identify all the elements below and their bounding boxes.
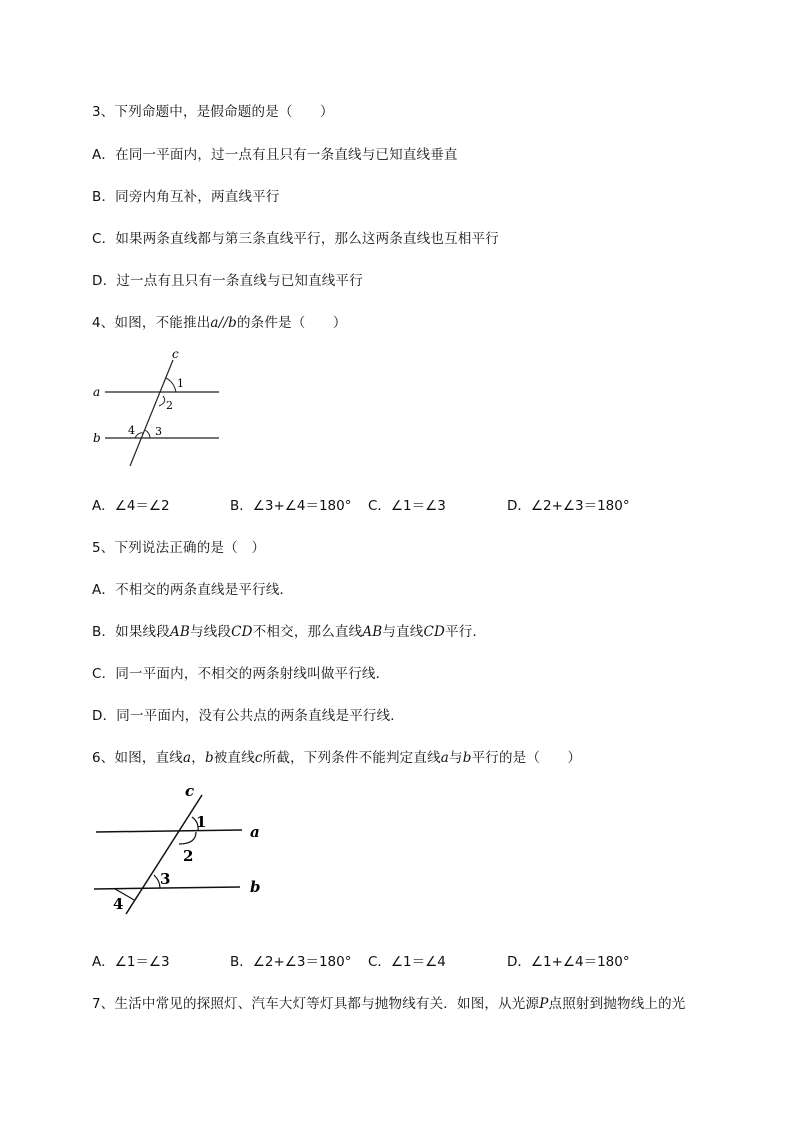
q5-b-mid2: 不相交，那么直线 [252, 624, 363, 640]
q4-arc-1 [166, 378, 176, 392]
q5-option-c: C．同一平面内，不相交的两条射线叫做平行线． [92, 666, 390, 682]
q6-stem-pre: 6、如图，直线 [92, 750, 183, 766]
q6-label-a: a [250, 823, 260, 841]
q6-post: 平行的是（ ） [471, 750, 582, 766]
q4-label-1: 1 [177, 377, 184, 390]
q6-var-b: b [204, 750, 214, 766]
q3-option-d: D．过一点有且只有一条直线与已知直线平行 [92, 273, 363, 289]
q5-option-a: A．不相交的两条直线是平行线． [92, 582, 294, 598]
q6-label-3: 3 [160, 870, 171, 888]
q6-figure [90, 780, 270, 915]
q6-label-b: b [250, 878, 261, 896]
q7-var-p: P [539, 996, 549, 1012]
q4-figure [88, 346, 228, 471]
q4-option-b: B．∠3+∠4＝180° [230, 498, 352, 514]
q4-arc-2 [159, 396, 165, 406]
q6-option-d: D．∠1+∠4＝180° [507, 954, 630, 970]
q5-stem: 5、下列说法正确的是（ ） [92, 540, 266, 556]
q5-b-mid3: 与直线 [382, 624, 424, 640]
q3-option-a: A．在同一平面内，过一点有且只有一条直线与已知直线垂直 [92, 147, 458, 163]
q5-b-post: 平行． [445, 624, 487, 640]
q5-option-b [92, 620, 486, 640]
q4-option-d: D．∠2+∠3＝180° [507, 498, 630, 514]
q5-b-cd: CD [231, 624, 253, 640]
q6-option-a: A．∠1＝∠3 [92, 954, 170, 970]
q4-label-2: 2 [166, 399, 173, 412]
q4-label-a: a [93, 385, 101, 399]
q5-b-ab2: AB [362, 624, 383, 640]
q6-stem [92, 746, 581, 766]
q4-label-4: 4 [128, 424, 135, 437]
q4-var-b: b [228, 315, 237, 331]
q4-label-b: b [93, 431, 101, 445]
q4-stem-post: 的条件是（ ） [236, 315, 347, 331]
q7-stem-pre: 7、生活中常见的探照灯、汽车大灯等灯具都与抛物线有关．如图，从光源 [92, 996, 540, 1012]
q7-stem-post: 点照射到抛物线上的光 [548, 996, 686, 1012]
q6-label-2: 2 [183, 847, 194, 865]
q4-stem [92, 311, 347, 331]
q6-var-c: c [254, 750, 263, 766]
q5-b-mid: 与线段 [190, 624, 232, 640]
q4-label-c: c [172, 347, 179, 361]
q6-option-c: C．∠1＝∠4 [368, 954, 446, 970]
q6-arc-2 [179, 832, 196, 844]
q4-option-c: C．∠1＝∠3 [368, 498, 446, 514]
q6-mid: 被直线 [213, 750, 255, 766]
q5-b-pre: B．如果线段 [92, 624, 170, 640]
q4-parallel: // [218, 315, 229, 331]
q6-var-a: a [183, 750, 192, 766]
q6-label-1: 1 [196, 813, 207, 831]
q5-b-ab: AB [169, 624, 191, 640]
q4-label-3: 3 [155, 425, 162, 438]
q4-stem-pre: 4、如图，不能推出 [92, 315, 211, 331]
q6-label-4: 4 [113, 895, 124, 913]
q4-line-c [130, 360, 173, 466]
q7-stem [92, 992, 686, 1012]
q3-stem: 3、下列命题中，是假命题的是（ ） [92, 104, 334, 120]
q5-b-cd2: CD [423, 624, 446, 640]
q6-line-a [96, 830, 242, 832]
q6-option-b: B．∠2+∠3＝180° [230, 954, 352, 970]
q4-var-a: a [210, 315, 219, 331]
q5-option-d: D．同一平面内，没有公共点的两条直线是平行线． [92, 708, 404, 724]
q6-var-b2: b [462, 750, 472, 766]
q4-option-a: A．∠4＝∠2 [92, 498, 170, 514]
q3-option-c: C．如果两条直线都与第三条直线平行，那么这两条直线也互相平行 [92, 231, 499, 247]
q6-mid3: 与 [449, 750, 463, 766]
q6-var-a2: a [440, 750, 450, 766]
q4-arc-3 [145, 430, 150, 438]
q3-option-b: B．同旁内角互补，两直线平行 [92, 189, 280, 205]
q6-comma: ， [191, 750, 205, 766]
q6-label-c: c [185, 782, 195, 800]
q6-mid2: 所截，下列条件不能判定直线 [262, 750, 441, 766]
